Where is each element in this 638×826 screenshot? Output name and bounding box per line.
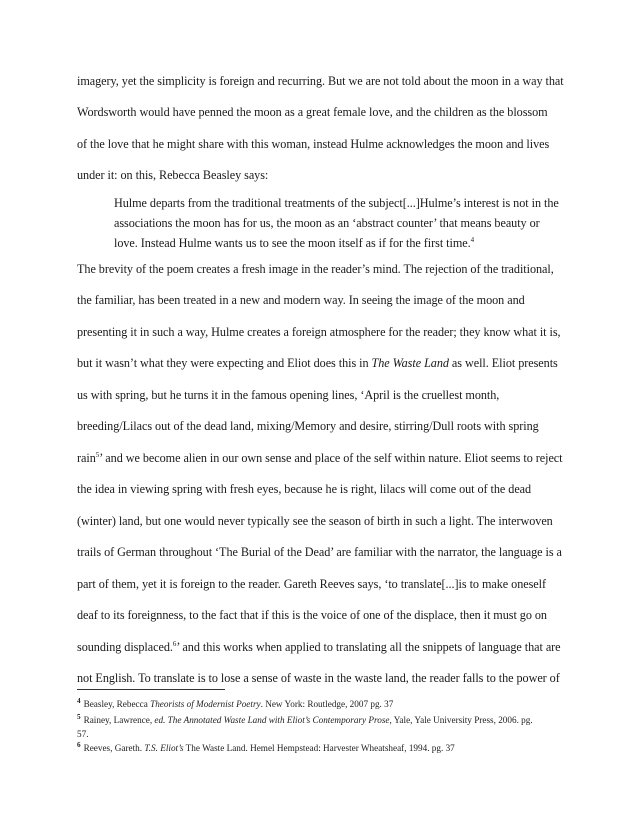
- footnote-title: ed. The Annotated Waste Land with Eliot’s Contemporary Prose: [154, 715, 390, 725]
- footnote-text: Beasley, Rebecca: [83, 699, 151, 709]
- body-text: sounding displaced.: [77, 640, 173, 654]
- block-quote-line: associations the moon has for us, the moon as an ‘abstract counter’ that means beauty or: [114, 216, 540, 230]
- body-line: deaf to its foreignness, to the fact that if this is the voice of one of the displace, then it must go on: [77, 608, 547, 622]
- footnote-6: [77, 742, 577, 755]
- body-line: The brevity of the poem creates a fresh image in the reader’s mind. The rejection of the traditional,: [77, 262, 554, 276]
- body-line: under it: on this, Rebecca Beasley says:: [77, 168, 269, 182]
- footnote-5-continued: 57.: [77, 729, 89, 739]
- footnote-ref: 6: [172, 639, 177, 648]
- footnote-text: . New York: Routledge, 2007 pg. 37: [260, 699, 394, 709]
- block-quote-line: Hulme departs from the traditional treatments of the subject[...]Hulme’s interest is not in the: [114, 196, 559, 210]
- footnote-ref: 5: [95, 450, 100, 459]
- footnote-5: [77, 714, 577, 727]
- body-line: breeding/Lilacs out of the dead land, mixing/Memory and desire, stirring/Dull roots with spring: [77, 419, 539, 433]
- quote-text: love. Instead Hulme wants us to see the moon itself as if for the first time.: [114, 236, 471, 250]
- body-line: [77, 451, 563, 466]
- body-line: (winter) land, but one would never typically see the season of birth in such a light. The interwoven: [77, 514, 553, 528]
- body-text: ’ and we become alien in our own sense and place of the self within nature. Eliot seems to reject: [99, 451, 563, 465]
- body-line: imagery, yet the simplicity is foreign and recurring. But we are not told about the moon in a way that: [77, 74, 564, 88]
- footnote-number: 4: [77, 696, 81, 705]
- body-line: us with spring, but he turns it in the famous opening lines, ‘April is the cruellest month,: [77, 388, 500, 402]
- body-line: part of them, yet it is foreign to the reader. Gareth Reeves says, ‘to translate[...]is to make oneself: [77, 577, 546, 591]
- italic-title: The Waste Land: [371, 356, 449, 370]
- body-text: as well. Eliot presents: [448, 356, 558, 370]
- block-quote-line: [114, 233, 569, 254]
- footnote-title: Theorists of Modernist Poetry: [150, 699, 261, 709]
- footnote-4: [77, 698, 577, 711]
- footnote-text: The Waste Land. Hemel Hempstead: Harvester Wheatsheaf, 1994. pg. 37: [183, 743, 455, 753]
- footnote-number: 6: [77, 740, 81, 749]
- body-line: [77, 640, 563, 655]
- footnote-divider: [77, 689, 225, 690]
- footnote-number: 5: [77, 712, 81, 721]
- body-text: but it wasn’t what they were expecting and Eliot does this in: [77, 356, 372, 370]
- footnote-title: T.S. Eliot’s: [144, 743, 184, 753]
- body-line: trails of German throughout ‘The Burial of the Dead’ are familiar with the narrator, the language is a: [77, 545, 562, 559]
- body-text: rain: [77, 451, 96, 465]
- body-line: not English. To translate is to lose a sense of waste in the waste land, the reader falls to the power of: [77, 671, 560, 685]
- body-text: ’ and this works when applied to translating all the snippets of language that are: [176, 640, 561, 654]
- footnote-text: Rainey, Lawrence,: [83, 715, 155, 725]
- footnote-text: Reeves, Gareth.: [83, 743, 145, 753]
- footnote-text: , Yale, Yale University Press, 2006. pg.: [389, 715, 533, 725]
- body-line: of the love that he might share with this woman, instead Hulme acknowledges the moon and lives: [77, 137, 550, 151]
- body-line: the familiar, has been treated in a new and modern way. In seeing the image of the moon and: [77, 293, 525, 307]
- body-line: Wordsworth would have penned the moon as a great female love, and the children as the blossom: [77, 105, 548, 119]
- footnote-ref: 4: [470, 235, 475, 244]
- body-line: [77, 356, 563, 371]
- body-line: the idea in viewing spring with fresh eyes, because he is right, lilacs will come out of the dead: [77, 482, 532, 496]
- body-line: presenting it in such a way, Hulme creates a foreign atmosphere for the reader; they know what it is,: [77, 325, 561, 339]
